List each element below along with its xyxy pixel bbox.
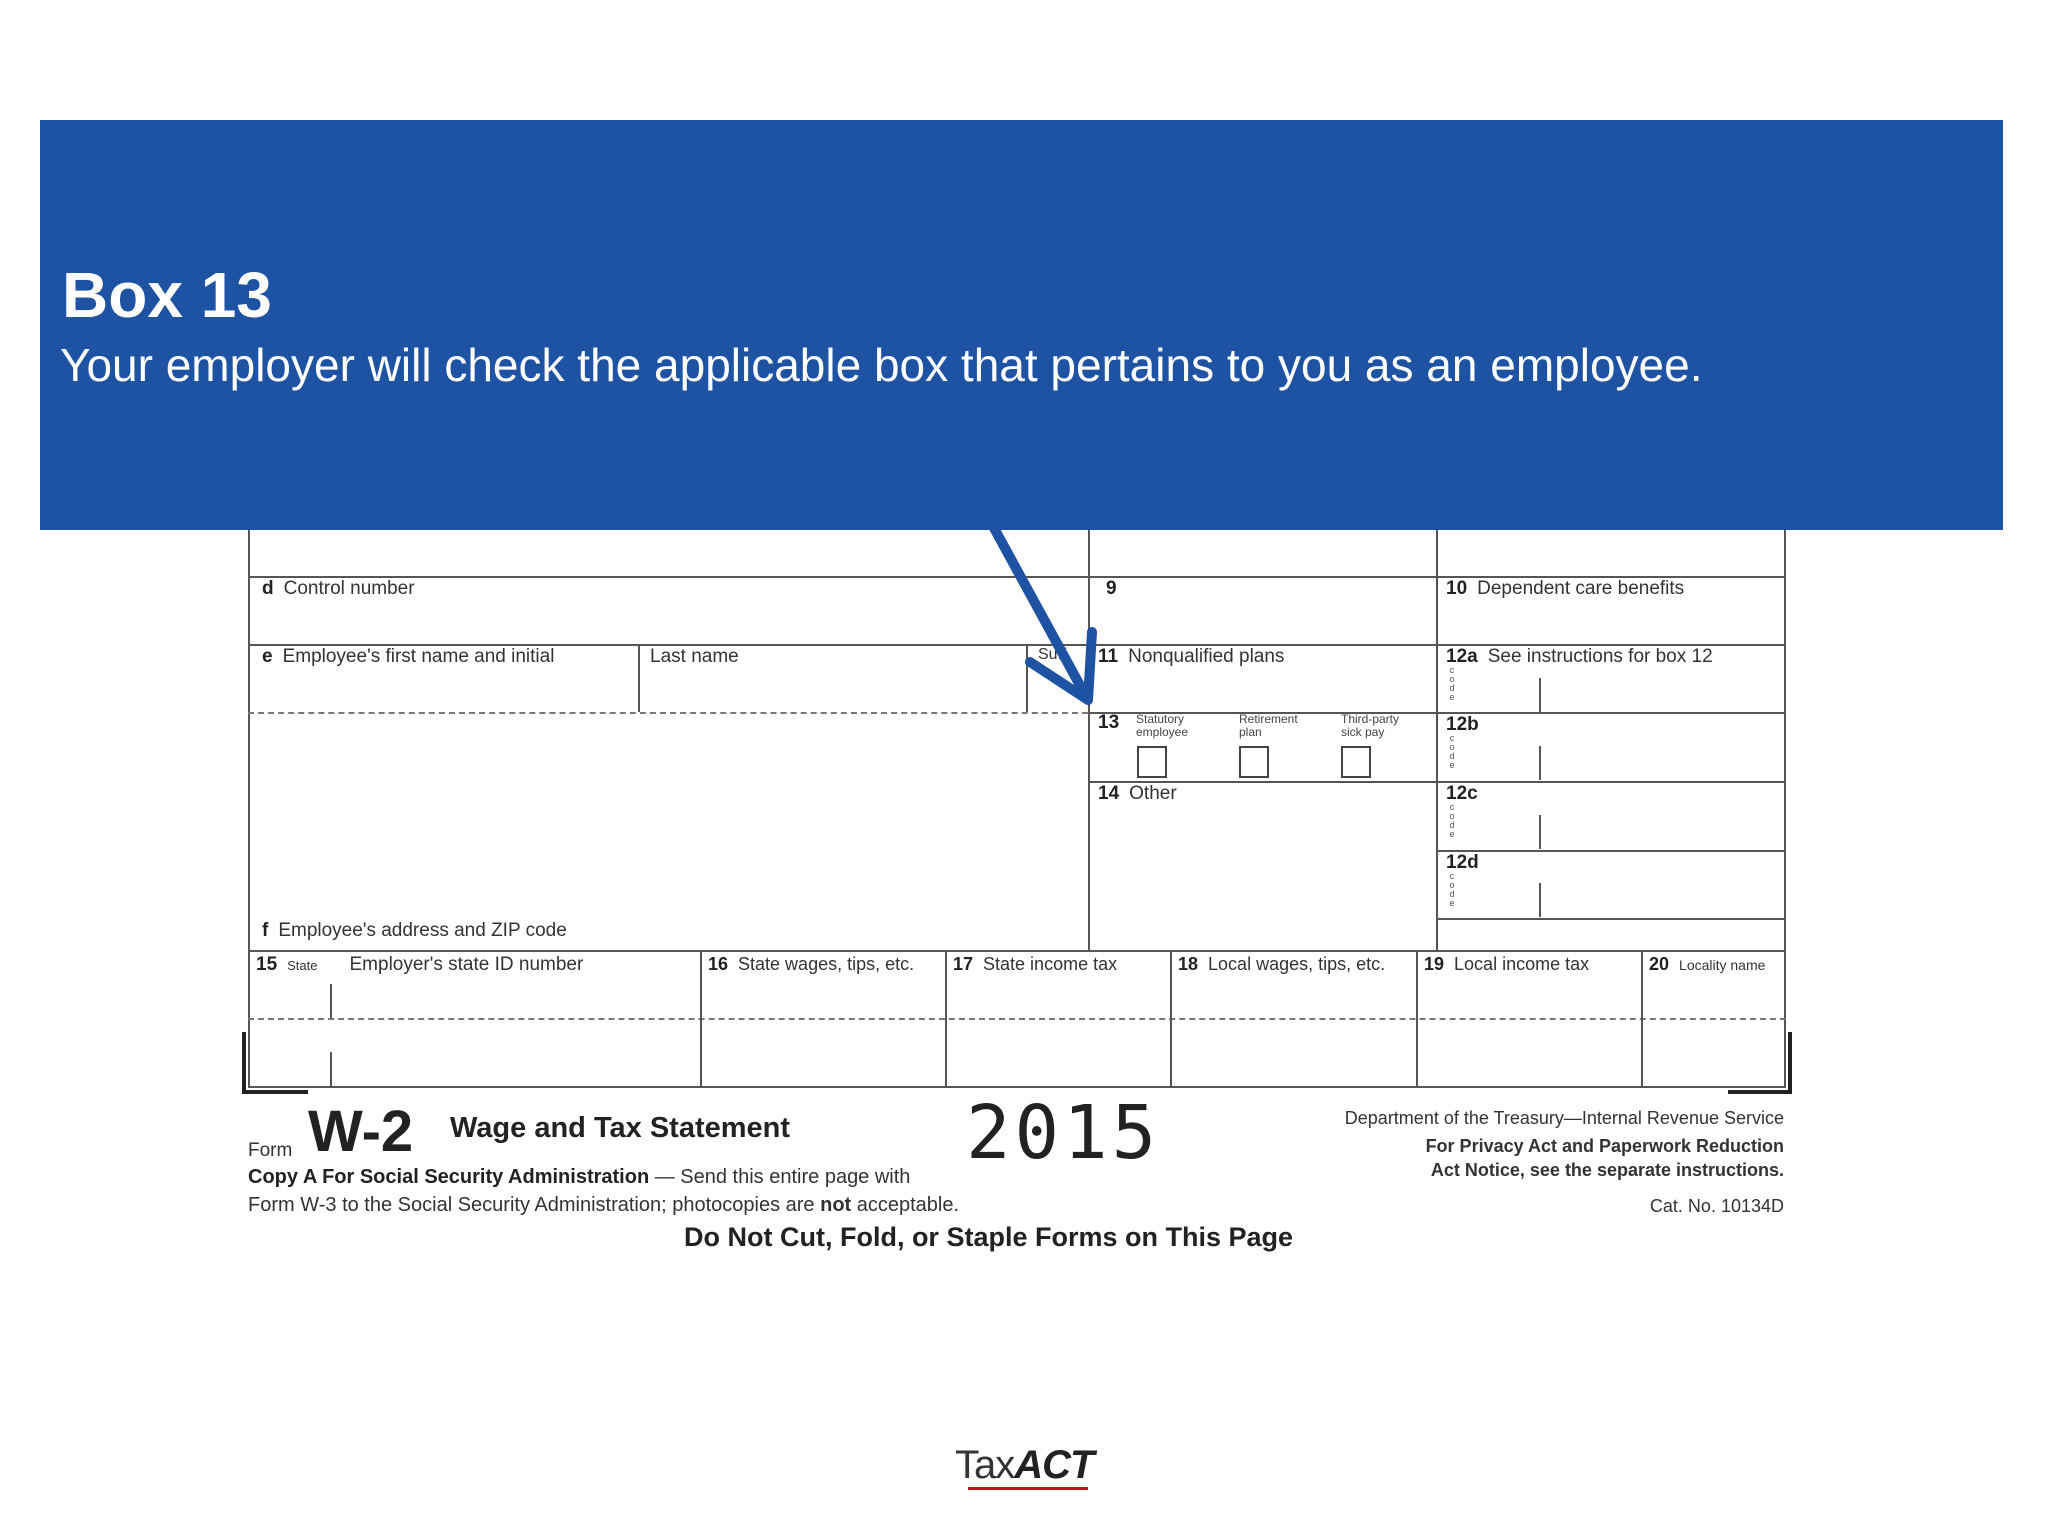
code-12a: c o d e (1449, 665, 1455, 702)
form-title: Wage and Tax Statement (450, 1112, 791, 1144)
box-19-label: 19 Local income tax (1424, 954, 1590, 974)
box-12c-label: 12c (1446, 783, 1478, 804)
taxact-logo: TaxACT (955, 1443, 1094, 1487)
box-11-label: 11 Nonqualified plans (1098, 646, 1285, 667)
box-15-label: 15 State Employer's state ID number (256, 954, 584, 975)
box-20-label: 20 Locality name (1649, 954, 1766, 974)
box-13-retirement-label: Retirement plan (1239, 712, 1298, 739)
box-12d-label: 12d (1446, 852, 1479, 873)
do-not-cut-warning: Do Not Cut, Fold, or Staple Forms on This Page (684, 1222, 1294, 1252)
code-12b: c o d e (1449, 733, 1455, 770)
box-d-label: d Control number (262, 578, 415, 599)
callout-title: Box 13 (62, 259, 272, 331)
box-10-label: 10 Dependent care benefits (1446, 578, 1685, 599)
copy-a-line2: Form W-3 to the Social Security Administration; photocopies are not acceptable. (248, 1194, 960, 1216)
box-12b-label: 12b (1446, 714, 1479, 735)
box-16-label: 16 State wages, tips, etc. (708, 954, 915, 974)
box-f-label: f Employee's address and ZIP code (262, 920, 567, 941)
copy-a-line1: Copy A For Social Security Administration — Send this entire page with (248, 1166, 911, 1188)
form-name: W-2 (308, 1099, 414, 1164)
box-17-label: 17 State income tax (953, 954, 1118, 974)
form-word: Form (248, 1140, 293, 1161)
privacy-line1: For Privacy Act and Paperwork Reduction (1425, 1136, 1784, 1156)
form-year: 2015 (966, 1090, 1161, 1176)
department-text: Department of the Treasury—Internal Revenue Service (1344, 1108, 1784, 1128)
box-12a-label: 12a See instructions for box 12 (1446, 646, 1713, 667)
callout-subtitle: Your employer will check the applicable box that pertains to you as an employee. (60, 339, 1703, 391)
box-14-label: 14 Other (1098, 783, 1177, 804)
box-13-number: 13 (1098, 712, 1120, 733)
box-13-thirdparty-label: Third-party sick pay (1341, 712, 1400, 739)
last-name-label: Last name (650, 646, 739, 667)
cat-no: Cat. No. 10134D (1649, 1196, 1784, 1216)
box-e-label: e Employee's first name and initial (262, 646, 555, 667)
suffix-label: Suff. (1038, 646, 1071, 663)
logo-underline (968, 1487, 1088, 1490)
code-12c: c o d e (1449, 802, 1455, 839)
code-12d: c o d e (1449, 871, 1455, 908)
box-18-label: 18 Local wages, tips, etc. (1178, 954, 1386, 974)
privacy-line2: Act Notice, see the separate instructions. (1430, 1160, 1784, 1180)
box-9-label: 9 (1106, 578, 1117, 599)
box-13-statutory-label: Statutory employee (1136, 712, 1189, 739)
